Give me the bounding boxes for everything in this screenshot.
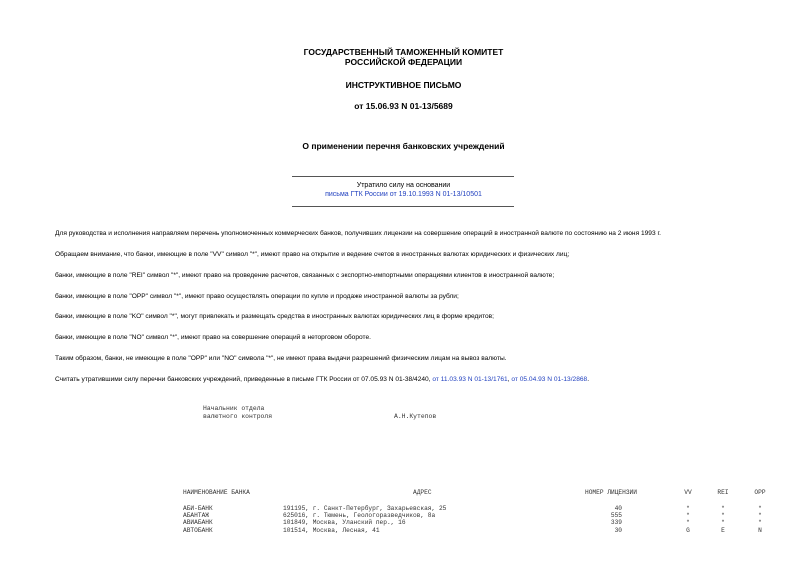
bank-name: АВИАБАНК bbox=[183, 519, 213, 526]
paragraph-5: банки, имеющие в поле "KO" символ "*", могут привлекать и размещать средства в иностранных валютах юридических лиц в форме кредитов; bbox=[55, 313, 495, 320]
letter-link-1761[interactable]: от 11.03.93 N 01-13/1761 bbox=[432, 376, 508, 383]
bank-license: 30 bbox=[614, 527, 622, 534]
column-header-license: НОМЕР ЛИЦЕНЗИИ bbox=[585, 489, 637, 496]
column-header-name: НАИМЕНОВАНИЕ БАНКА bbox=[183, 489, 250, 496]
bank-license: 40 bbox=[614, 505, 622, 512]
paragraph-8 bbox=[55, 376, 775, 384]
bank-address: 101849, Москва, Уланский пер., 16 bbox=[283, 519, 406, 526]
bank-name: АБАНТАЖ bbox=[183, 512, 209, 519]
bank-rei: * bbox=[721, 519, 725, 526]
bank-address: 191195, г. Санкт-Петербург, Захарьевская, 25 bbox=[283, 505, 447, 512]
bank-opp: N bbox=[758, 527, 762, 534]
bank-address: 625016, г. Тюмень, Геологоразведчиков, 8а bbox=[283, 512, 436, 519]
column-header-opp: OPP bbox=[754, 489, 766, 496]
signature-name: А.Н.Кутепов bbox=[394, 413, 437, 420]
signature-title-line1: Начальник отдела bbox=[203, 405, 265, 412]
bank-opp: * bbox=[758, 512, 762, 519]
document-subject: О применении перечня банковских учреждений bbox=[302, 141, 505, 151]
bank-vv: G bbox=[686, 527, 690, 534]
paragraph-3: банки, имеющие в поле "REI" символ "*", имеют право на проведение расчетов, связанных с экспортно-импортными операциями клиентов в иностранной валюте; bbox=[55, 272, 555, 279]
paragraph-7: Таким образом, банки, не имеющие в поле "OPP" или "NO" символа "*", не имеют права выдачи разрешений физическим лицам на вывоз валюты. bbox=[55, 355, 507, 362]
signature-title-line2: валютного контроля bbox=[203, 413, 273, 420]
agency-name-line1: ГОСУДАРСТВЕННЫЙ ТАМОЖЕННЫЙ КОМИТЕТ bbox=[303, 47, 504, 57]
bank-opp: * bbox=[758, 505, 762, 512]
bank-rei: * bbox=[721, 505, 725, 512]
paragraph-8-text: Считать утратившими силу перечни банковских учреждений, приведенные в письме ГТК России от 07.05.93 N 01-38/4240, bbox=[55, 376, 433, 383]
document-type: ИНСТРУКТИВНОЕ ПИСЬМО bbox=[345, 80, 462, 90]
status-line: Утратило силу на основании bbox=[356, 182, 451, 189]
paragraph-6: банки, имеющие в поле "NO" символ "*", имеют право на совершение операций в неторговом обороте. bbox=[55, 334, 371, 341]
bank-name: АВТОБАНК bbox=[183, 527, 213, 534]
document-date: от 15.06.93 N 01-13/5689 bbox=[354, 101, 453, 111]
status-bottom-rule bbox=[292, 206, 514, 207]
bank-license: 555 bbox=[610, 512, 622, 519]
bank-vv: * bbox=[686, 512, 690, 519]
status-link[interactable]: письма ГТК России от 19.10.1993 N 01-13/10501 bbox=[325, 191, 482, 198]
column-header-address: АДРЕС bbox=[413, 489, 432, 496]
column-header-rei: REI bbox=[717, 489, 729, 496]
bank-vv: * bbox=[686, 505, 690, 512]
bank-license: 339 bbox=[610, 519, 622, 526]
agency-name-line2: РОССИЙСКОЙ ФЕДЕРАЦИИ bbox=[344, 57, 463, 67]
paragraph-8-end: . bbox=[587, 376, 590, 383]
bank-address: 101514, Москва, Лесная, 41 bbox=[283, 527, 380, 534]
paragraph-1: Для руководства и исполнения направляем перечень уполномоченных коммерческих банков, получивших лицензии на совершение операций в иностранной валюте по состоянию на 2 июня 1993 г. bbox=[55, 230, 661, 237]
bank-name: АБИ-БАНК bbox=[183, 505, 213, 512]
paragraph-4: банки, имеющие в поле "OPP" символ "*", имеют право осуществлять операции по купле и продаже иностранной валюты за рубли; bbox=[55, 293, 459, 300]
bank-opp: * bbox=[758, 519, 762, 526]
letter-link-2868[interactable]: от 05.04.93 N 01-13/2868 bbox=[511, 376, 588, 383]
bank-vv: * bbox=[686, 519, 690, 526]
bank-rei: E bbox=[721, 527, 725, 534]
column-header-vv: VV bbox=[684, 489, 692, 496]
paragraph-8-separator: , bbox=[507, 376, 512, 383]
paragraph-2: Обращаем внимание, что банки, имеющие в поле "VV" символ "*", имеют право на открытие и ведение счетов в иностранных валютах юридических и физических лиц; bbox=[55, 251, 570, 258]
status-top-rule bbox=[292, 176, 514, 177]
bank-rei: * bbox=[721, 512, 725, 519]
